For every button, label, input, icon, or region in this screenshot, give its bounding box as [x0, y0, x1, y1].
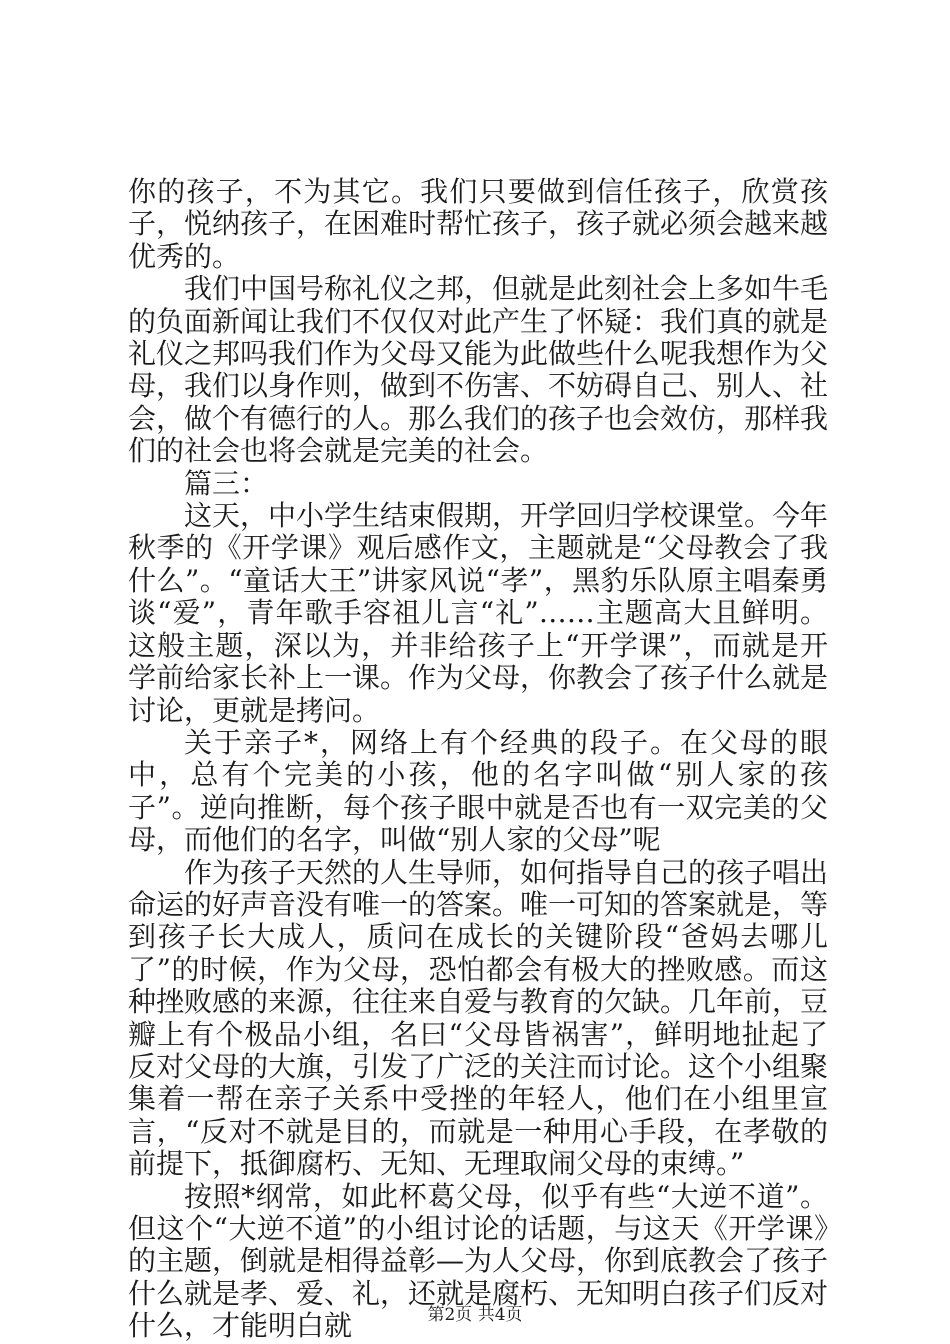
- paragraph-1: 你的孩子，不为其它。我们只要做到信任孩子，欣赏孩子，悦纳孩子，在困难时帮忙孩子，孩子就必须会越来越优秀的。: [128, 175, 829, 273]
- page-footer: [0, 1300, 950, 1325]
- paragraph-6: 按照*纲常，如此杯葛父母，似乎有些“大逆不道”。但这个“大逆不道”的小组讨论的话题，与这天《开学课》的主题，倒就是相得益彰—为人父母，你到底教会了孩子什么就是孝、爱、礼，还就是腐朽、无知明白孩子们反对什么，才能明白就: [128, 1179, 829, 1343]
- document-body: [128, 176, 828, 1343]
- paragraph-3: 这天，中小学生结束假期，开学回归学校课堂。今年秋季的《开学课》观后感作文，主题就是“父母教会了我什么”。“童话大王”讲家风说“孝”，黑豹乐队原主唱秦勇谈“爱”，青年歌手容祖儿言“礼”……主题高大且鲜明。这般主题，深以为，并非给孩子上“开学课”，而就是开学前给家长补上一课。作为父母，你教会了孩子什么就是讨论，更就是拷问。: [128, 499, 829, 727]
- paragraph-5: 作为孩子天然的人生导师，如何指导自己的孩子唱出命运的好声音没有唯一的答案。唯一可知的答案就是，等到孩子长大成人，质问在成长的关键阶段“爸妈去哪儿了”的时候，作为父母，恐怕都会有极大的挫败感。而这种挫败感的来源，往往来自爱与教育的欠缺。几年前，豆瓣上有个极品小组，名曰“父母皆祸害”，鲜明地扯起了反对父母的大旗，引发了广泛的关注而讨论。这个小组聚集着一帮在亲子关系中受挫的年轻人，他们在小组里宣言，“反对不就是目的，而就是一种用心手段，在孝敬的前提下，抵御腐朽、无知、无理取闹父母的束缚。”: [128, 855, 829, 1181]
- paragraph-4: 关于亲子*，网络上有个经典的段子。在父母的眼中，总有个完美的小孩，他的名字叫做“别人家的孩子”。逆向推断，每个孩子眼中就是否也有一双完美的父母，而他们的名字，叫做“别人家的父母”呢: [128, 725, 828, 857]
- paragraph-2: 我们中国号称礼仪之邦，但就是此刻社会上多如牛毛的负面新闻让我们不仅仅对此产生了怀疑：我们真的就是礼仪之邦吗我们作为父母又能为此做些什么呢我想作为父母，我们以身作则，做到不伤害、不妨碍自己、别人、社会，做个有德行的人。那么我们的孩子也会效仿，那样我们的社会也将会就是完美的社会。: [128, 272, 829, 468]
- section-heading: 篇三：: [184, 466, 269, 500]
- page-number-label: 第2页 共4页: [427, 1305, 523, 1325]
